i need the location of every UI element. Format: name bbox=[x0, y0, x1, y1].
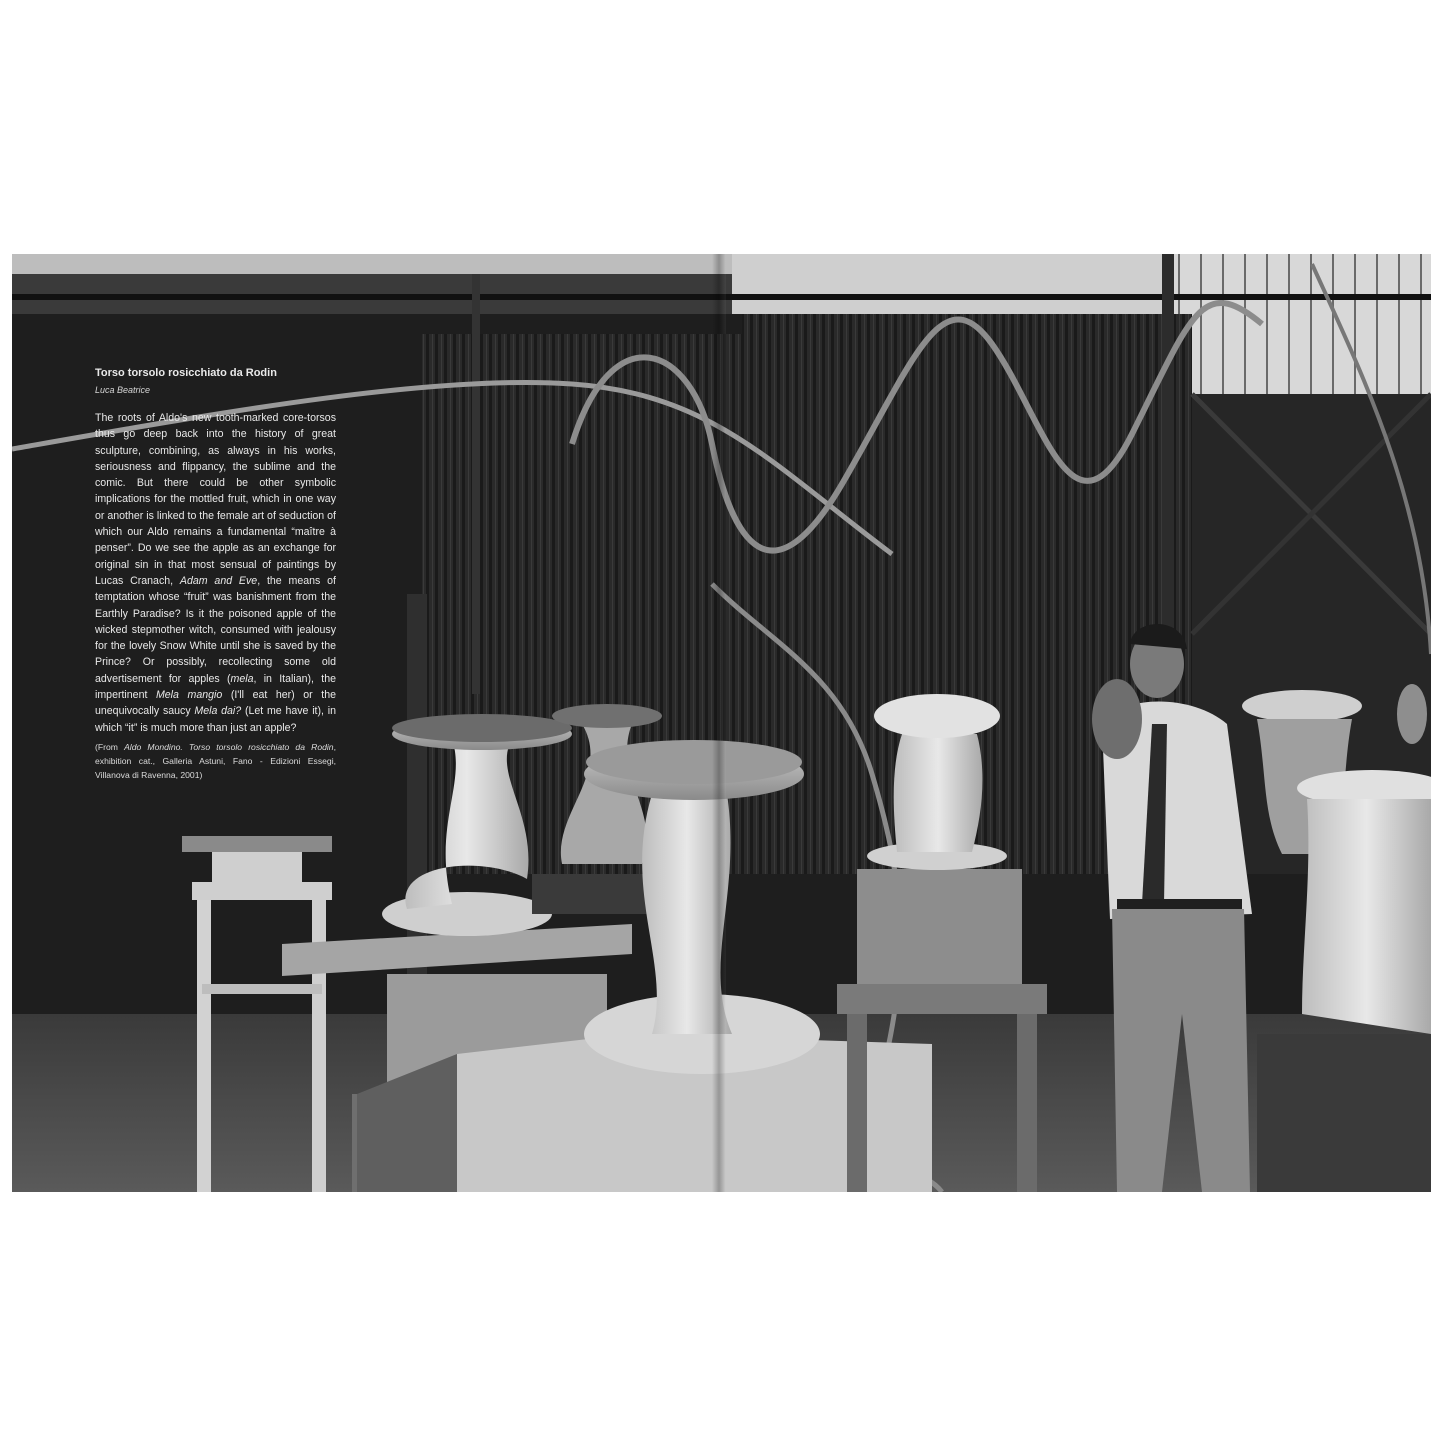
body-italic-mela-dai: Mela dai? bbox=[194, 705, 242, 718]
article-column bbox=[95, 366, 336, 782]
body-text-4: (I'll eat her) or the unequivocally saucy bbox=[95, 689, 336, 718]
body-italic-mela: mela bbox=[230, 672, 254, 685]
book-spread bbox=[12, 254, 1431, 1192]
citation-text-1: (From bbox=[95, 741, 125, 752]
body-text-3: , in Italian), the impertinent bbox=[95, 672, 336, 702]
book-gutter bbox=[712, 254, 726, 1192]
body-text-1: The roots of Aldo's new tooth-marked core-torsos thus go deep back into the history of great sculpture, combining, as always in his works, seriousness and flippancy, the sublime and the comic. But there could be other symbolic implications for the mottled fruit, which in one way or another is linked to the female art of seduction of which our Aldo remains a fundamental “maître à penser”. Do we see the apple as an exchange for original sin in that most sensual of paintings by Lucas Cranach, bbox=[95, 412, 336, 587]
body-text-5: (Let me have it), in which “it” is much more than just an apple? bbox=[95, 705, 336, 734]
article-title: Torso torsolo rosicchiato da Rodin bbox=[95, 367, 277, 379]
body-text-2: , the means of temptation whose “fruit” was banishment from the Earthly Paradise? Is it the poisoned apple of the wicked stepmother witch, consumed with jealousy for the lovely Snow White until she is saved by the Prince? Or possibly, recollecting some old advertisement for apples ( bbox=[95, 574, 336, 685]
citation-text-2: , exhibition cat., Galleria Astuni, Fano - Edizioni Essegi, Villanova di Ravenna, 2001) bbox=[95, 741, 336, 780]
body-italic-adam-and-eve: Adam and Eve bbox=[179, 574, 258, 587]
article-citation bbox=[95, 740, 336, 782]
body-italic-mela-mangio: Mela mangio bbox=[155, 689, 223, 702]
article-author: Luca Beatrice bbox=[95, 385, 151, 395]
citation-italic-title: Aldo Mondino. Torso torsolo rosicchiato da Rodin bbox=[124, 741, 334, 752]
article-paragraph bbox=[95, 410, 336, 736]
article-body bbox=[95, 410, 336, 736]
